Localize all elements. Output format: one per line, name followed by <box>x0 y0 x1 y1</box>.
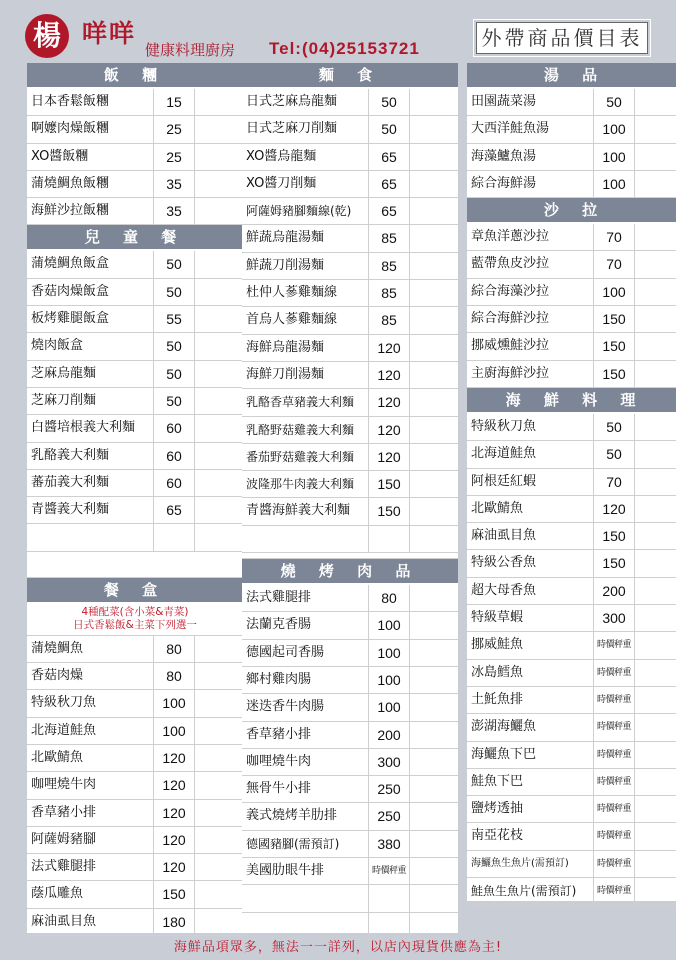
item-price: 65 <box>368 144 410 170</box>
item-price: 100 <box>368 667 410 693</box>
item-price: 150 <box>593 550 635 576</box>
section-header: 麵 食 <box>242 63 458 87</box>
blank-row <box>242 526 458 553</box>
column-1-rows <box>27 63 243 936</box>
item-name: 德國豬腳(需預訂) <box>246 836 340 851</box>
menu-item <box>467 632 676 659</box>
brand-name: 咩咩 <box>82 19 137 48</box>
menu-item <box>467 306 676 333</box>
item-name: 鹽烤透抽 <box>471 801 524 817</box>
item-price: 380 <box>368 831 410 857</box>
menu-item <box>242 307 458 334</box>
menu-item <box>242 749 458 776</box>
menu-item <box>242 803 458 830</box>
footer-note: 海鮮品項眾多，無法一一詳列，以店內現貨供應為主! <box>173 940 503 955</box>
menu-item <box>27 636 243 663</box>
menu-item <box>242 667 458 694</box>
item-name: 綜合海鮮湯 <box>471 175 537 191</box>
menu-item <box>242 858 458 885</box>
item-name: 挪威鮭魚 <box>471 637 524 653</box>
item-price: 120 <box>368 389 410 415</box>
item-name: 藍帶魚皮沙拉 <box>471 256 550 272</box>
spacer <box>27 552 243 578</box>
section-header: 海 鮮 料 理 <box>467 388 676 412</box>
menu-item <box>27 881 243 908</box>
item-price: 50 <box>153 388 195 414</box>
menu-item <box>27 745 243 772</box>
item-name: 青醬義大利麵 <box>31 502 110 518</box>
item-name: 特級草蝦 <box>471 610 524 626</box>
menu-item <box>242 471 458 498</box>
item-name: 鮭魚下巴 <box>471 773 524 789</box>
item-name: 蒲燒鯛魚飯糰 <box>31 175 110 191</box>
item-price: 時價秤重 <box>593 687 635 713</box>
menu-item <box>27 144 243 171</box>
menu-item <box>242 831 458 858</box>
item-name: 青醬海鮮義大利麵 <box>246 503 351 519</box>
item-name: 日式芝麻刀削麵 <box>246 121 338 137</box>
bento-note <box>27 604 243 636</box>
menu-item <box>467 224 676 251</box>
menu-item <box>467 742 676 769</box>
item-name: 大西洋鮭魚湯 <box>471 121 550 137</box>
item-price: 85 <box>368 253 410 279</box>
item-price: 120 <box>368 362 410 388</box>
item-name: 番茄野菇雞義大利麵 <box>246 449 355 464</box>
menu-item <box>27 171 243 198</box>
item-name: 香菇肉燥飯盒 <box>31 283 110 299</box>
item-price: 85 <box>368 280 410 306</box>
menu-item <box>242 612 458 639</box>
item-name: 咖哩燒牛肉 <box>31 777 97 793</box>
item-price: 80 <box>153 663 195 689</box>
item-price: 100 <box>153 718 195 744</box>
menu-item <box>467 660 676 687</box>
menu-item <box>467 333 676 360</box>
item-name: 海鮮刀削湯麵 <box>246 366 325 382</box>
menu-item <box>27 663 243 690</box>
item-price: 120 <box>368 444 410 470</box>
menu-item <box>27 361 243 388</box>
item-price: 65 <box>368 171 410 197</box>
menu-item <box>27 854 243 881</box>
item-name: 特級公香魚 <box>471 555 537 571</box>
menu-item <box>467 578 676 605</box>
item-name: 乳酪香草豬義大利麵 <box>246 395 355 410</box>
item-price: 100 <box>368 612 410 638</box>
menu-item <box>242 417 458 444</box>
item-name: 北歐鯖魚 <box>471 500 524 516</box>
section-header: 沙 拉 <box>467 198 676 222</box>
menu-item <box>242 171 458 198</box>
item-price: 200 <box>368 722 410 748</box>
item-price: 150 <box>593 361 635 387</box>
item-price: 60 <box>153 415 195 441</box>
item-price: 時價秤重 <box>593 769 635 795</box>
menu-item <box>242 362 458 389</box>
bento-note-line: 4種配菜(含小菜&青菜) <box>81 605 189 618</box>
menu-item <box>27 909 243 936</box>
item-price: 70 <box>593 251 635 277</box>
menu-item <box>242 498 458 525</box>
item-name: 無骨牛小排 <box>246 781 312 797</box>
item-price: 100 <box>368 640 410 666</box>
item-price: 時價秤重 <box>593 742 635 768</box>
item-name: XO醬刀削麵 <box>246 175 317 191</box>
item-name: 乳酪義大利麵 <box>31 447 110 463</box>
menu-item <box>467 414 676 441</box>
item-price: 250 <box>368 776 410 802</box>
blank-price-cell <box>368 526 410 552</box>
item-name: 澎湖海鱺魚 <box>471 719 537 735</box>
item-name: 法式雞腿排 <box>31 859 97 875</box>
column-2-rows <box>242 63 458 940</box>
item-name: 啊嬤肉燥飯糰 <box>31 121 110 137</box>
item-price: 25 <box>153 144 195 170</box>
item-price: 50 <box>593 89 635 115</box>
menu-item <box>242 444 458 471</box>
menu-item <box>467 605 676 632</box>
item-name: 法蘭克香腸 <box>246 617 312 633</box>
item-name: 香草豬小排 <box>246 726 312 742</box>
item-price: 時價秤重 <box>593 796 635 822</box>
item-price: 120 <box>368 335 410 361</box>
phone-number: Tel:(04)25153721 <box>269 39 420 58</box>
item-price: 150 <box>593 306 635 332</box>
item-price: 120 <box>153 800 195 826</box>
item-name: 阿根廷紅蝦 <box>471 473 537 489</box>
menu-item <box>242 776 458 803</box>
menu-item <box>467 714 676 741</box>
item-name: 咖哩燒牛肉 <box>246 753 312 769</box>
blank-price-cell <box>153 524 195 550</box>
item-price: 120 <box>153 745 195 771</box>
item-price: 120 <box>153 827 195 853</box>
item-price: 60 <box>153 470 195 496</box>
item-price: 時價秤重 <box>593 851 635 877</box>
item-name: 北海道鮭魚 <box>471 446 537 462</box>
menu-title: 外帶商品價目表 <box>476 22 648 54</box>
menu-item <box>242 694 458 721</box>
blank-price-cell <box>368 913 410 939</box>
item-price: 35 <box>153 198 195 224</box>
item-price: 50 <box>153 279 195 305</box>
item-price: 50 <box>368 116 410 142</box>
item-name: 義式燒烤羊肋排 <box>246 808 338 824</box>
item-name: 北海道鮭魚 <box>31 722 97 738</box>
menu-item <box>242 585 458 612</box>
item-name: 章魚洋蔥沙拉 <box>471 229 550 245</box>
blank-row <box>242 885 458 912</box>
item-price: 100 <box>593 144 635 170</box>
item-name: 海鮮烏龍湯麵 <box>246 339 325 355</box>
menu-item <box>467 144 676 171</box>
item-price: 120 <box>368 417 410 443</box>
item-price: 時價秤重 <box>593 632 635 658</box>
item-name: 田園蔬菜湯 <box>471 94 537 109</box>
item-price: 時價秤重 <box>368 858 410 884</box>
menu-item <box>467 441 676 468</box>
item-price: 時價秤重 <box>593 823 635 849</box>
item-price: 時價秤重 <box>593 660 635 686</box>
item-name: XO醬烏龍麵 <box>246 148 317 164</box>
item-price: 85 <box>368 307 410 333</box>
section-header: 兒 童 餐 <box>27 225 243 249</box>
item-name: 綜合海鮮沙拉 <box>471 311 550 327</box>
menu-item <box>27 388 243 415</box>
item-price: 80 <box>368 585 410 611</box>
item-name: 阿薩姆豬腳麵線(乾) <box>246 204 352 219</box>
menu-column-2 <box>242 63 458 933</box>
item-price: 50 <box>593 414 635 440</box>
item-name: 芝麻刀削麵 <box>31 392 97 408</box>
item-price: 65 <box>153 497 195 523</box>
item-name: 冰島鱈魚 <box>471 664 524 680</box>
menu-item <box>467 116 676 143</box>
item-price: 80 <box>153 636 195 662</box>
menu-item <box>467 496 676 523</box>
item-name: 土魠魚排 <box>471 691 524 707</box>
item-price: 100 <box>593 116 635 142</box>
item-name: 鮭魚生魚片(需預訂) <box>471 884 577 899</box>
item-name: 麻油虱目魚 <box>31 913 97 929</box>
menu-item <box>467 171 676 198</box>
item-price: 15 <box>153 89 195 115</box>
item-name: 首烏人蔘雞麵線 <box>246 312 338 328</box>
item-name: 芝麻烏龍麵 <box>31 365 97 381</box>
section-header: 飯 糰 <box>27 63 243 87</box>
item-price: 150 <box>593 333 635 359</box>
item-price: 35 <box>153 171 195 197</box>
menu-item <box>242 722 458 749</box>
menu-item <box>27 333 243 360</box>
item-price: 120 <box>153 772 195 798</box>
menu-item <box>467 279 676 306</box>
menu-item <box>467 796 676 823</box>
item-name: 日式芝麻烏龍麵 <box>246 94 338 109</box>
item-price: 100 <box>368 694 410 720</box>
item-price: 50 <box>153 333 195 359</box>
section-header: 餐 盒 <box>27 578 243 602</box>
item-name: 蒲燒鯛魚 <box>31 640 84 656</box>
item-name: 蒲燒鯛魚飯盒 <box>31 256 110 272</box>
item-name: 綜合海藻沙拉 <box>471 283 550 299</box>
item-price: 70 <box>593 469 635 495</box>
menu-item <box>467 469 676 496</box>
menu-item <box>27 690 243 717</box>
item-price: 85 <box>368 225 410 251</box>
menu-item <box>242 335 458 362</box>
item-price: 300 <box>368 749 410 775</box>
menu-item <box>242 280 458 307</box>
blank-row <box>27 524 243 551</box>
item-name: 白醬培根義大利麵 <box>31 420 136 436</box>
menu-item <box>27 198 243 225</box>
item-name: 麻油虱目魚 <box>471 528 537 544</box>
menu-item <box>27 497 243 524</box>
menu-item <box>27 116 243 143</box>
item-price: 150 <box>368 471 410 497</box>
menu-item <box>467 769 676 796</box>
item-price: 120 <box>593 496 635 522</box>
item-name: 鮮蔬烏龍湯麵 <box>246 230 325 246</box>
item-price: 150 <box>593 523 635 549</box>
menu-item <box>27 718 243 745</box>
brand-subtitle: 健康料理廚房 <box>145 41 236 59</box>
item-price: 150 <box>153 881 195 907</box>
item-name: 特級秋刀魚 <box>31 695 97 711</box>
menu-item <box>242 389 458 416</box>
item-name: 鮮蔬刀削湯麵 <box>246 257 325 273</box>
menu-item <box>467 251 676 278</box>
item-name: 海鱺魚下巴 <box>471 746 537 762</box>
item-name: 阿薩姆豬腳 <box>31 831 97 847</box>
item-name: 法式雞腿排 <box>246 590 312 606</box>
menu-item <box>467 851 676 878</box>
menu-item <box>27 279 243 306</box>
menu-item <box>242 198 458 225</box>
item-name: 超大母香魚 <box>471 582 537 598</box>
item-name: 杜仲人蔘雞麵線 <box>246 285 338 301</box>
item-name: 鄉村雞肉腸 <box>246 671 312 687</box>
item-price: 120 <box>153 854 195 880</box>
logo-seal: 楊 <box>25 14 69 58</box>
header <box>0 0 676 60</box>
item-price: 100 <box>593 279 635 305</box>
menu-item <box>27 470 243 497</box>
menu-item <box>242 640 458 667</box>
item-name: 北歐鯖魚 <box>31 749 84 765</box>
menu-item <box>467 550 676 577</box>
item-name: 美國肋眼牛排 <box>246 863 325 879</box>
menu-item <box>27 800 243 827</box>
menu-item <box>467 687 676 714</box>
item-price: 50 <box>153 361 195 387</box>
item-price: 時價秤重 <box>593 878 635 904</box>
item-name: 特級秋刀魚 <box>471 418 537 434</box>
menu-item <box>467 89 676 116</box>
item-name: 乳酪野菇雞義大利麵 <box>246 422 355 437</box>
item-price: 55 <box>153 306 195 332</box>
blank-price-cell <box>368 885 410 911</box>
item-price: 70 <box>593 224 635 250</box>
item-price: 100 <box>153 690 195 716</box>
item-name: 日本香鬆飯糰 <box>31 94 110 109</box>
item-price: 200 <box>593 578 635 604</box>
menu-item <box>242 253 458 280</box>
item-name: 南亞花枝 <box>471 828 524 844</box>
menu-item <box>27 443 243 470</box>
item-name: 香草豬小排 <box>31 804 97 820</box>
item-name: 德國起司香腸 <box>246 644 325 660</box>
menu-item <box>27 415 243 442</box>
menu-item <box>27 251 243 278</box>
item-price: 150 <box>368 498 410 524</box>
item-name: 迷迭香牛肉腸 <box>246 699 325 715</box>
menu-item <box>467 823 676 850</box>
menu-item <box>242 225 458 252</box>
section-header: 燒 烤 肉 品 <box>242 559 458 583</box>
item-name: 海鮮沙拉飯糰 <box>31 203 110 219</box>
item-name: 蕃茄義大利麵 <box>31 474 110 490</box>
item-price: 300 <box>593 605 635 631</box>
menu-item <box>242 116 458 143</box>
menu-item <box>242 89 458 116</box>
item-price: 100 <box>593 171 635 197</box>
item-price: 50 <box>368 89 410 115</box>
menu-column-1 <box>27 63 243 933</box>
item-name: 海鱺魚生魚片(需預訂) <box>471 857 569 869</box>
item-name: 板烤雞腿飯盒 <box>31 311 110 327</box>
item-price: 50 <box>153 251 195 277</box>
item-price: 60 <box>153 443 195 469</box>
item-name: 蔭瓜雕魚 <box>31 886 84 902</box>
item-price: 65 <box>368 198 410 224</box>
menu-item <box>467 878 676 905</box>
item-price: 50 <box>593 441 635 467</box>
menu-item <box>27 827 243 854</box>
item-name: 燒肉飯盒 <box>31 338 84 354</box>
column-3-rows <box>467 63 676 905</box>
item-name: 主廚海鮮沙拉 <box>471 365 550 381</box>
menu-item <box>27 306 243 333</box>
menu-item <box>27 772 243 799</box>
menu-item <box>467 523 676 550</box>
item-name: 香菇肉燥 <box>31 668 84 684</box>
section-header: 湯 品 <box>467 63 676 87</box>
menu-column-3 <box>467 63 676 901</box>
menu-item <box>27 89 243 116</box>
item-name: 波隆那牛肉義大利麵 <box>246 477 355 492</box>
bento-note-line: 日式香鬆飯&主菜下列選一 <box>73 618 197 631</box>
item-price: 180 <box>153 909 195 935</box>
item-name: 挪威燻鮭沙拉 <box>471 338 550 354</box>
item-price: 250 <box>368 803 410 829</box>
menu-item <box>242 144 458 171</box>
item-price: 25 <box>153 116 195 142</box>
item-price: 時價秤重 <box>593 714 635 740</box>
item-name: 海藻鱸魚湯 <box>471 148 537 164</box>
menu-item <box>467 361 676 388</box>
item-name: XO醬飯糰 <box>31 148 89 164</box>
